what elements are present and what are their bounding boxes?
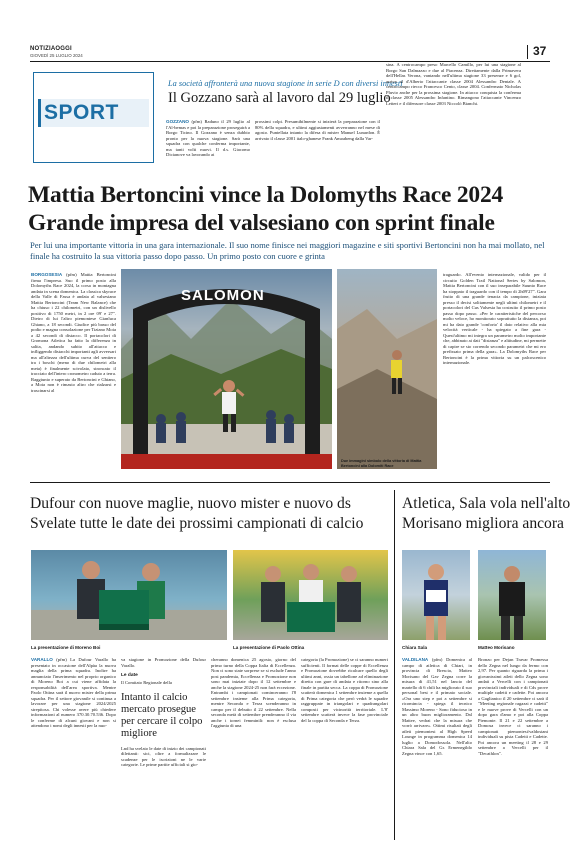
mountain-runner-photo <box>337 269 437 469</box>
dufour-byline: (pfm) <box>56 657 67 662</box>
dufour-col2-top: va stagione in Promozione della Dufour Varallo. <box>121 657 206 668</box>
race-photo <box>121 269 332 469</box>
moreno-boi-scene <box>31 550 227 640</box>
paolo-ottina-photo <box>233 550 388 640</box>
atletica-dateline: VALDILANA <box>402 657 429 662</box>
moreno-boi-photo <box>31 550 227 640</box>
gozzano-col-3 <box>386 62 521 168</box>
dufour-headline-2: Svelate tutte le date dei prossimi campionati di calcio <box>30 515 364 532</box>
main-standfirst: Per lui una importante vittoria in una gara internazionale. Il suo nome finisce nei maggiori magazine e siti sportivi Bertoncini non ha mai mollato, nel finale ha costruito la sua vittoria passo dopo passo. Un primo posto con cuore e grinta <box>30 240 545 262</box>
section-box <box>33 72 154 163</box>
atletica-col-1 <box>402 657 472 837</box>
gozzano-text-1: Raduno il 29 luglio al l'Al-bemas e poi la preparazione proseguirà a Borgo Ticino. Il Gozzano è senza dubbio pronto per la nuova stagione. Sarà una squadra con qualche conferma importante, ma tanti volti nuovi. Il d.s. Giacomo Dicianove va lavorando ai <box>166 119 250 157</box>
dufour-subhead: Le date <box>121 673 138 678</box>
dufour-col-4 <box>301 657 388 837</box>
atletica-byline: (pfm) <box>431 657 443 662</box>
mountain-runner-scene <box>337 269 437 469</box>
gozzano-byline: (pfm) <box>191 119 202 124</box>
gozzano-text-3: sina. A centrocampo preso Marcello Camillo, per lui una stagione al Borgo San Dalmazzo e due al Piacenza. Direttamente dalla Primavera dell'Hellas Verona, vantando nell'ultima stagione 33 presenze e 6 gol, arriva al d'Alberto l'attaccante classe 2004 Alessandro Dentale. A centrocampo riecco Francesco Cento, classe 2004. Confermato Nicholas Pluvio anche per la prossima stagione. In attacco conquista la conferma il classe 2005 Alessandro Infantino. Rimangono l'attaccante Vincenzo Letteri e il difensore classe 2003 Niccolò Bianchi. <box>386 62 521 106</box>
main-col-4 <box>443 272 546 472</box>
dufour-col-1 <box>31 657 116 837</box>
section-label: SPORT <box>44 101 119 124</box>
atletica-caption-2: Matteo Morisano <box>478 645 515 650</box>
masthead-divider <box>527 45 528 59</box>
main-photo-caption: Due immagini simbolo della vittoria di Mattia Bertoncini alla Dolomiti Race <box>341 459 422 468</box>
dufour-dateline: VARALLO <box>31 657 53 662</box>
atletica-col2-text: Bronzo per Dejan Travar Promessa dello Zegna nel lungo da fermo con 2,97. Per quanto riguarda la prima i giovanissimi atleti dello Zegna sono andati a Vercelli con i campionati provinciali individuali e di Cds prove multiple cadetti e cadette. Poi ancora a Gaglianico il 20 settembre ci sarà il "Meeting regionale ragazzi e cadetti" e le nuove prove di Vercelli con un dopo gara d'amo e poi alla Coppa Piemonte. Il 21 e 22 settembre a Domosa invece ci saranno i campionati piemontesi/valdostani individuali su pista Cadetti e Cadette. Poi ancora un meeting il 28 e 29 settembre a Vercelli per il "Decathlon". <box>478 657 548 756</box>
main-headline-1: Mattia Bertoncini vince la Dolomyths Race 2024 <box>28 182 504 208</box>
main-col4-text: traguardo. All'evento internazionale, valido per il circuito Golden Trail National Series by Salomon, Mattia Bertoncini con il suo inseparabile Suunto Race ha stoppato il traguardo con il tempo di 2h09'27". Gara frutto di una grande tenacia da campione, iniziata presso il decisi solitamente negli ultimi chilometri e il portacolori del Cus Valsesia ha costruito il primo posto passo dopo passo. «Per le caratteristiche del percorso molto veloce, ho monitorato soprattutto la distanza, poi mi ha dato grande 'conforto' il dato relativo alla mia velocità verticale - ha spiegato a fine gara - Quest'ultimo mi integra un parametro molto importante che, abbinato ai dati "distanza" e altitudine, mi permette di capire se sto correndo secondo parametri che mi ero prefissato prima della gara». La Dolomyths Race per Bertoncini è la prima vittoria su un palcoscenico internazionale. <box>443 272 546 365</box>
main-bottom-rule <box>30 482 550 483</box>
dufour-caption-2: La presentazione di Paolo Ottina <box>233 645 305 650</box>
masthead-brand: NOTIZIAOGGI <box>30 46 72 52</box>
matteo-morisano-photo <box>478 550 546 640</box>
chiara-sala-photo <box>402 550 470 640</box>
dufour-col2-bottom: Lnd ha svelato le date di inizio dei campionati dilettanti: sici, oltre a formalizzare le scadenze per le iscrizioni ne le varie categorie. Le prime partite ufficiali si gio- <box>121 745 206 767</box>
dufour-col3-text: cheranno domenica 25 agosto, giorno del primo turno della Coppa Italia di Eccellenza. Non ci sono state sorprese se si esclude l'anno post pandemia, Eccellenza e Promozione non sono mai iniziate dopo il 12 settembre e anche la stagione 2024-25 non farà eccezione. Entrambi i campionati cominceranno l'8 settembre insieme alla Prima categoria, mentre Seconda e Terza scenderanno in campo per il debutto il 22 settembre. Nella seconda metà di settembre prenderanno il via anche i tornei femminili: non è esclusa l'aggiunta di una <box>211 657 296 728</box>
matteo-morisano-scene <box>478 550 546 640</box>
dufour-col4-text: categoria (la Promozione) se ci saranno numeri sufficienti. Il format delle coppe di Eccellenza e Promozione dovrebbe ricalcare quello degli ultimi anni, ossia un tabellone ad eliminazione diretta con gare di andata e ritorno sino alla finale in partita secca. La coppa di Promozione scatterà domenica 1 settembre insieme a quella di Prima categoria che però vedrà le squadre raggruppate in triangolari e quadrangolari composti per vicinorità territoriale. L'8' settembre scatterà invece la fase provinciale del la coppa di Seconda e Terza. <box>301 657 388 723</box>
main-col1-text: Mattia Bertoncini firma l'impresa. Suo il primo posto alla Dolomyths Race 2024, la corsa in montagna andata in scena domenica. La classica skyrace della Valle di Fassa è andata al valsesiano Mattia Bertoncini (Team New Balance) che ha chiuso i 22 chilometri, con un dislivello positivo di 1750 metri, in 2 ore 09' e 27". Dietro di lui l'altro piemontese Gianluca Ghiano, a 18 secondi. Giudice più basso del podio e magna consolazione per Tiziano Moia a 42 secondi di distacco. Il portacolori di Gromona Atletica ha fatto la differenza in salita, andando subito all'attacco e infliggendo distacchi importanti agli avversari ma all'altezza dell'ultima curva del sentiero tra i boschi (meno di due chilometri alla meta) è finalmente scivolato, stroncato il tracciato dell'intero cronometro caduto a terra. Raggiunto e superato da Bertoncini e Ghiano, a Moia non è rimasto altro che rialzarsi e trascinarsi al <box>31 272 116 393</box>
gozzano-headline: Il Gozzano sarà al lavoro dal 29 luglio <box>168 90 391 106</box>
gozzano-text-2: prossimi colpi. Presumibilmente si inizierà la preparazione con il 80% della squadra, e ultimi aggiustamenti avverranno nel mese di agosto. Puntellata intanto la difesa di mister Manuel Lunardon. È arrivato il classe 2001 italo-ghanese Frank Amoabeng dalla Var- <box>255 119 380 141</box>
dufour-col2-body: Il Comitato Regionale della <box>121 680 172 685</box>
masthead-date: GIOVEDÌ 25 LUGLIO 2024 <box>30 53 83 58</box>
gozzano-kicker: La società affronterà una nuova stagione in serie D con diversi innesti <box>168 79 403 88</box>
main-col-1 <box>31 272 116 472</box>
dufour-headline-1: Dufour con nuove maglie, nuovo mister e nuovo ds <box>30 495 351 512</box>
main-byline: (pfm) <box>66 272 77 277</box>
atletica-col1-text: Domenica al campo di atletica di Chiari, in provincia di Brescia, Matteo Morisano del Gav Zegna corre la misura di 41,51 nel lancio del martello di 6 chili ha migliorato il suo personal best e il primato sociale. «Ora uno step e poi a settembre si ricomincia - spiega il tecnico Massimo Moreno - Sono fiducioso in un altro buon miglioramento. Dal Mattee, vedrai che la misura che vorrò arrivare». Ottimi risultati degli atleti piemontesi al High Speed Lounge in programma domenica 14 luglio a Domodossola. Nell'alto Chiara Sala del Gs Ermenegildo Zegna vince con 1,65. <box>402 657 472 756</box>
atletica-headline-2: Morisano migliora ancora <box>402 515 564 532</box>
atletica-caption-1: Chiara Sala <box>402 645 428 650</box>
atletica-col-2 <box>478 657 548 837</box>
dufour-col-3 <box>211 657 296 837</box>
column-divider <box>394 490 395 840</box>
dufour-caption-1: La presentazione di Moreno Boi <box>31 645 101 650</box>
atletica-headline-1: Atletica, Sala vola nell'alto <box>402 495 571 512</box>
page-number: 37 <box>533 44 547 58</box>
dufour-pullquote: Intanto il calcio mercato prosegue per cercare il colpo migliore <box>121 691 203 739</box>
gozzano-col-1 <box>166 119 250 174</box>
main-dateline: BORGOSESIA <box>31 272 63 277</box>
gozzano-dateline: GOZZANO <box>166 119 189 124</box>
gozzano-col-2 <box>255 119 380 169</box>
chiara-sala-scene <box>402 550 470 640</box>
main-headline-2: Grande impresa del valsesiano con sprint finale <box>28 210 495 236</box>
dufour-col1-text: La Dufour Varallo ha presentato in occasione dell'Alpàa la nuova maglia della prima squadra. Inoltre ha annunciato l'inserimento nel proprio organico di Moreno Boi a cui viene affidata la responsabilità dell'area sportiva. Mentre Paolo Ottina sarà il nuovo mister della prima squadra. Per il settore giovanile si continua a lavorare per una stagione 2024/2025 strepitosa. Chi volesse avere più chiedere informazioni al numero 370.30.70.536. Dopo le conferme di alcuni giovani e non si attendono i nomi degli innesti per la nuo- <box>31 657 116 728</box>
dufour-col-2 <box>121 657 206 837</box>
paolo-ottina-scene <box>233 550 388 640</box>
race-banner-text: SALOMON <box>181 287 265 304</box>
